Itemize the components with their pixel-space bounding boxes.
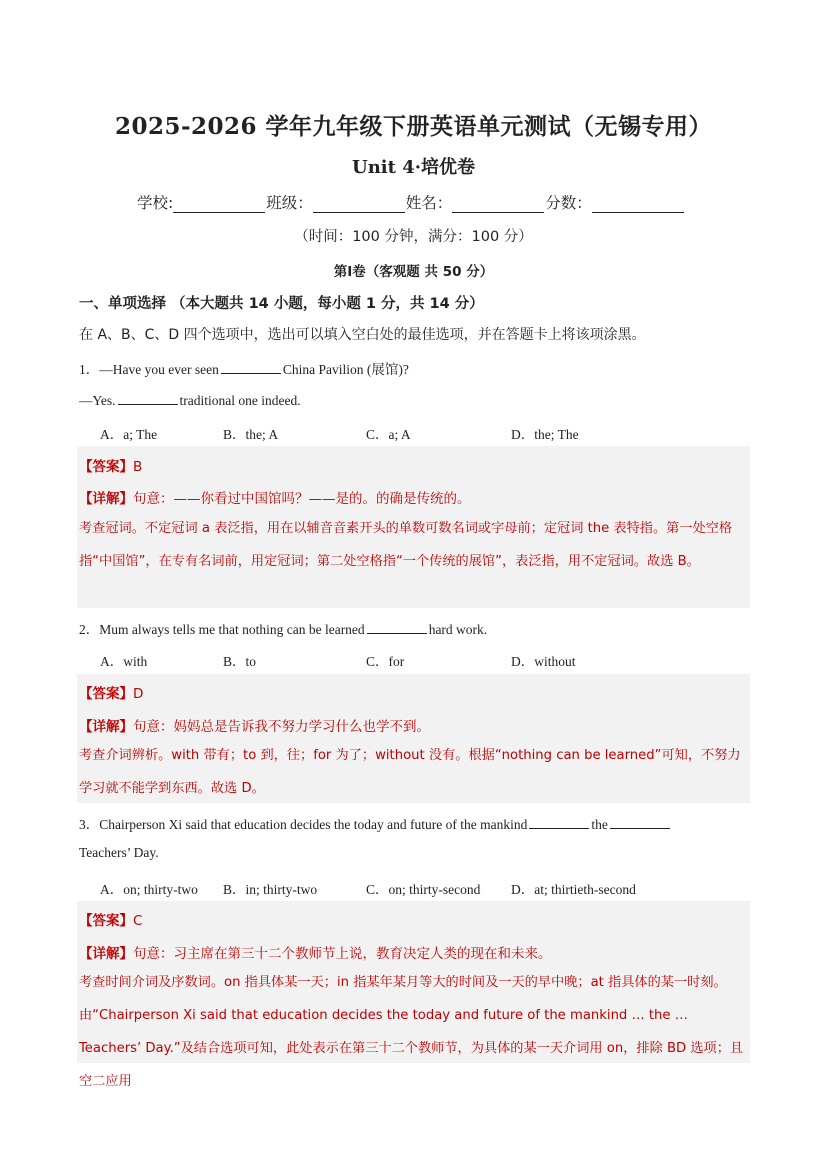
q3-detail-tag: 【详解】 <box>79 946 133 962</box>
q3-option-a: A．on; thirty-two <box>100 882 198 897</box>
school-blank[interactable] <box>173 195 265 213</box>
q3-option-c: C．on; thirty-second <box>366 882 481 897</box>
q2-option-b: B．to <box>223 654 257 669</box>
q3-detail-text: 句意：习主席在第三十二个教师节上说，教育决定人类的现在和未来。 <box>133 946 552 962</box>
q3-blank-1 <box>529 814 589 829</box>
q3-text-a: 3．Chairperson Xi said that education decides the today and future of the mankind <box>79 817 528 832</box>
name-blank[interactable] <box>452 195 544 213</box>
score-blank[interactable] <box>592 195 684 213</box>
page-subtitle: Unit 4·培优卷 <box>352 157 475 178</box>
q2-answer-tag: 【答案】 <box>79 686 133 702</box>
q2-text-b: hard work. <box>428 622 488 637</box>
q3-answer-value: C <box>133 913 143 929</box>
question-1-line-2 <box>79 390 301 409</box>
q1-text-c: —Yes. <box>79 393 116 408</box>
q1-detail-tag: 【详解】 <box>79 491 133 507</box>
question-3-line-1 <box>79 813 672 833</box>
q2-detail <box>79 715 430 735</box>
q3-answer <box>79 909 142 929</box>
q1-blank-2 <box>118 390 178 405</box>
q2-detail-text: 句意：妈妈总是告诉我不努力学习什么也学不到。 <box>133 719 430 735</box>
q1-text-a: 1．—Have you ever seen <box>79 362 219 377</box>
q1-answer-value: B <box>133 459 143 475</box>
q1-answer-tag: 【答案】 <box>79 459 133 475</box>
score-label: 分数： <box>545 194 592 212</box>
question-1-line-1 <box>79 358 409 378</box>
q2-option-a: A．with <box>100 654 148 669</box>
question-3-line-2: Teachers’ Day. <box>79 845 159 860</box>
q3-answer-tag: 【答案】 <box>79 913 133 929</box>
q2-answer <box>79 682 143 702</box>
q2-detail-tag: 【详解】 <box>79 719 133 735</box>
q3-blank-2 <box>610 814 670 829</box>
q2-explanation: 考查介词辨析。with 带有；to 到，往；for 为了；without 没有。根据“nothing can be learned”可知，不努力学习就不能学到东西。故选 D。 <box>79 748 741 796</box>
question-2-line-1 <box>79 618 487 638</box>
q3-text-b: the <box>591 817 608 832</box>
q2-option-d: D．without <box>511 654 576 669</box>
q1-explanation: 考查冠词。不定冠词 a 表泛指，用在以辅音音素开头的单数可数名词或字母前；定冠词 the 表特指。第一处空格指“中国馆”，在专有名词前，用定冠词；第二处空格指“一个传统的展馆”，表泛指，用不定冠词。故选 B。 <box>79 521 733 569</box>
q2-answer-value: D <box>133 686 144 702</box>
section-instruction: 在 A、B、C、D 四个选项中，选出可以填入空白处的最佳选项，并在答题卡上将该项涂黑。 <box>79 327 646 343</box>
q1-detail <box>79 487 471 507</box>
q3-explanation: 考查时间介词及序数词。on 指具体某一天；in 指某年某月等大的时间及一天的早中晚；at 指具体的某一时刻。由“Chairperson Xi said that education decides the today and future of the mankind … the … Teachers’ Day.”及结合选项可知，此处表示在第三十二个教师节，为具体的某一天介词用 on，排除 BD 选项；且空二应用 <box>79 975 744 1089</box>
q1-text-b: China Pavilion (展馆)? <box>282 362 409 377</box>
q1-detail-text: 句意：——你看过中国馆吗？——是的。的确是传统的。 <box>133 491 471 507</box>
q1-answer <box>79 455 142 475</box>
q1-option-c: C．a; A <box>366 427 411 442</box>
q1-option-b: B．the; A <box>223 427 279 442</box>
volume-title: 第Ⅰ卷（客观题 共 50 分） <box>333 264 494 280</box>
q2-blank-1 <box>367 619 427 634</box>
q1-option-d: D．the; The <box>511 427 579 442</box>
class-blank[interactable] <box>313 195 405 213</box>
q1-text-d: traditional one indeed. <box>179 393 301 408</box>
section-heading: 一、单项选择 （本大题共 14 小题，每小题 1 分，共 14 分） <box>79 296 484 312</box>
q3-detail <box>79 942 552 962</box>
page-title: 2025-2026 学年九年级下册英语单元测试（无锡专用） <box>114 113 713 140</box>
q1-option-a: A．a; The <box>100 427 158 442</box>
q2-option-c: C．for <box>366 654 405 669</box>
q2-text-a: 2．Mum always tells me that nothing can be learned <box>79 622 365 637</box>
student-info-row <box>137 191 685 213</box>
class-label: 班级： <box>266 194 313 212</box>
q3-option-d: D．at; thirtieth-second <box>511 882 636 897</box>
time-limit-line: （时间：100 分钟，满分：100 分） <box>294 229 533 245</box>
name-label: 姓名： <box>405 194 453 212</box>
q3-option-b: B．in; thirty-two <box>223 882 318 897</box>
q1-blank-1 <box>221 359 281 374</box>
school-label: 学校: <box>137 194 174 212</box>
